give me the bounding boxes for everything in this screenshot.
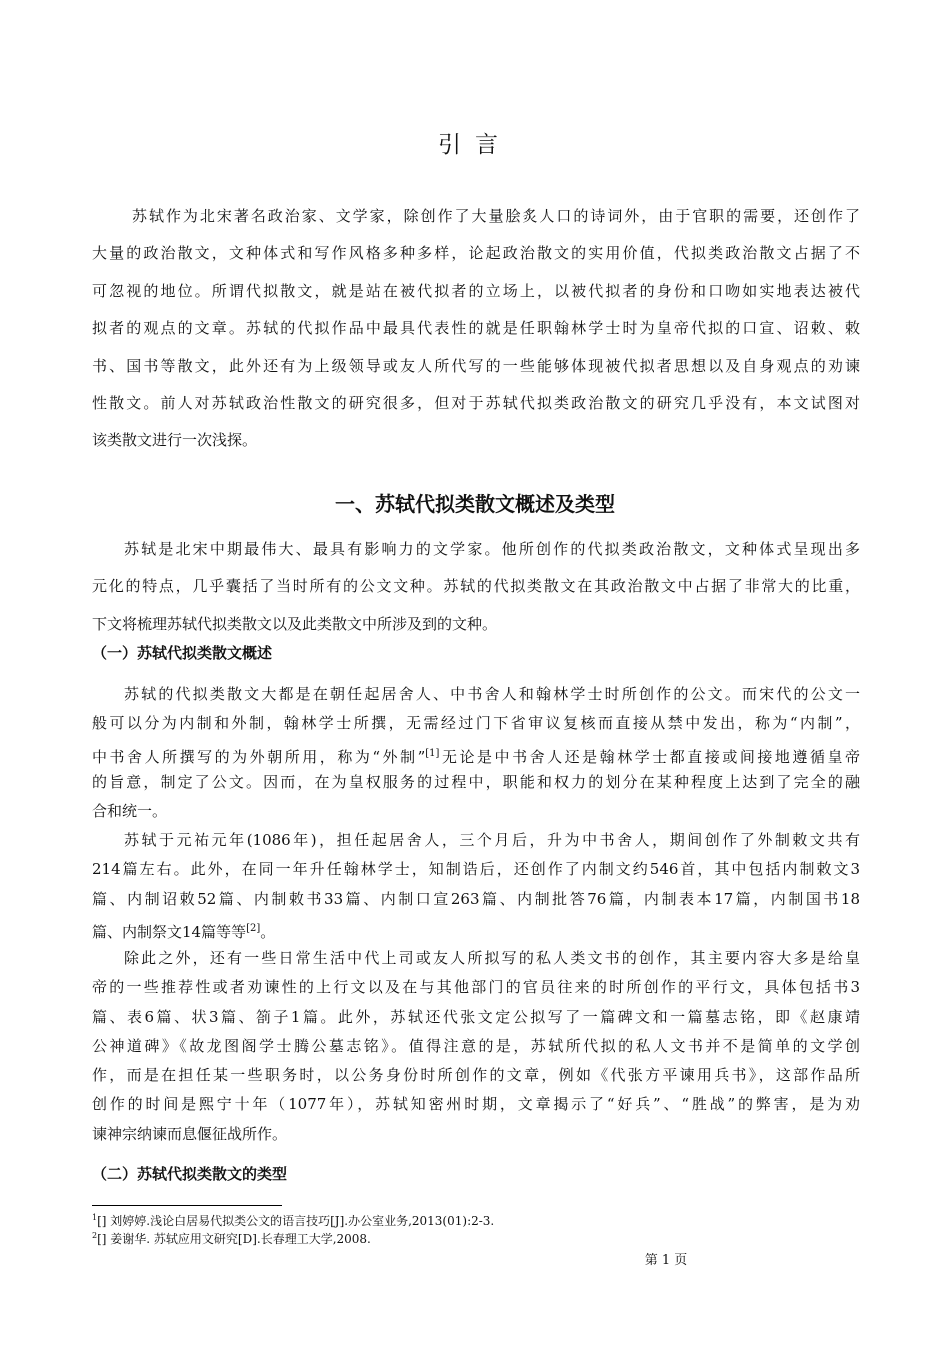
body-line bbox=[92, 739, 860, 768]
subsection-heading: （二）苏轼代拟类散文的类型 bbox=[92, 1165, 288, 1183]
body-text: 篇、内制祭文14篇等等 bbox=[92, 922, 247, 941]
body-text: 。 bbox=[260, 922, 276, 941]
footnote-separator bbox=[92, 1205, 282, 1206]
intro-line: 拟者的观点的文章。苏轼的代拟作品中最具代表性的就是任职翰林学士时为皇帝代拟的口宣、诏敕、敕 bbox=[92, 319, 860, 338]
body-line: 创作的时间是熙宁十年（1077年），苏轼知密州时期，文章揭示了“好兵”、“胜战”的弊害，是为劝 bbox=[92, 1095, 860, 1114]
section-intro-line: 下文将梳理苏轼代拟类散文以及此类散文中所涉及到的文种。 bbox=[92, 614, 498, 633]
body-paragraph bbox=[92, 680, 860, 826]
body-line: 帝的一些推荐性或者劝谏性的上行文以及在与其他部门的官员往来的时所创作的平行文，具体包括书3 bbox=[92, 978, 860, 997]
intro-paragraph bbox=[92, 198, 860, 460]
intro-title: 引言 bbox=[438, 132, 512, 158]
body-line: 公神道碑》《故龙图阁学士腾公墓志铭》。值得注意的是，苏轼所代拟的私人文书并不是简单的文学创 bbox=[92, 1036, 860, 1055]
section-intro-line: 苏轼是北宋中期最伟大、最具有影响力的文学家。他所创作的代拟类政治散文，文种体式呈现出多 bbox=[124, 540, 860, 558]
body-line bbox=[92, 914, 860, 943]
section-intro-line: 元化的特点，几乎囊括了当时所有的公文文种。苏轼的代拟类散文在其政治散文中占据了非常大的比重， bbox=[92, 577, 860, 596]
body-line: 篇、表6篇、状3篇、箚子1篇。此外，苏轼还代张文定公拟写了一篇碑文和一篇墓志铭，即《赵康靖 bbox=[92, 1007, 860, 1026]
footnote bbox=[92, 1212, 494, 1229]
intro-line: 该类散文进行一次浅探。 bbox=[92, 431, 258, 450]
page-number: 第 1 页 bbox=[644, 1253, 688, 1268]
intro-line: 书、国书等散文，此外还有为上级领导或友人所代写的一些能够体现被代拟者思想以及自身观点的劝谏 bbox=[92, 356, 860, 375]
section-intro-paragraph bbox=[92, 531, 860, 643]
body-line: 篇、内制诏敕52篇、内制敕书33篇、内制口宣263篇、内制批答76篇，内制表本17篇，内制国书18 bbox=[92, 889, 860, 908]
body-line: 作，而是在担任某一些职务时，以公务身份时所创作的文章，例如《代张方平谏用兵书》，这部作品所 bbox=[92, 1066, 860, 1085]
body-text: 无论是中书舍人还是翰林学士都直接或间接地遵循皇帝 bbox=[439, 747, 860, 766]
intro-line: 性散文。前人对苏轼政治性散文的研究很多，但对于苏轼代拟类政治散文的研究几乎没有，本文试图对 bbox=[92, 393, 860, 412]
body-line: 般可以分为内制和外制，翰林学士所撰，无需经过门下省审议复核而直接从禁中发出，称为“内制”， bbox=[92, 714, 860, 733]
body-paragraph bbox=[92, 944, 860, 1149]
intro-line: 苏轼作为北宋著名政治家、文学家，除创作了大量脍炙人口的诗词外，由于官职的需要，还创作了 bbox=[132, 207, 860, 225]
footnote bbox=[92, 1230, 371, 1247]
body-text: 中书舍人所撰写的为外朝所用，称为“外制” bbox=[92, 747, 426, 766]
body-line: 谏神宗纳谏而息偃征战所作。 bbox=[92, 1124, 288, 1143]
footnote-reference[interactable]: [1] bbox=[425, 747, 440, 759]
intro-line: 可忽视的地位。所谓代拟散文，就是站在被代拟者的立场上，以被代拟者的身份和口吻如实地表达被代 bbox=[92, 281, 860, 300]
body-line: 苏轼的代拟类散文大都是在朝任起居舍人、中书舍人和翰林学士时所创作的公文。而宋代的公文一 bbox=[124, 685, 860, 703]
body-line: 的旨意，制定了公文。因而，在为皇权服务的过程中，职能和权力的划分在某种程度上达到了完全的融 bbox=[92, 772, 860, 791]
body-line: 除此之外，还有一些日常生活中代上司或友人所拟写的私人类文书的创作，其主要内容大多是给皇 bbox=[124, 949, 860, 967]
footnote-text: [] 姜谢华. 苏轼应用文研究[D].长春理工大学,2008. bbox=[97, 1232, 371, 1246]
footnote-number: 1 bbox=[92, 1213, 98, 1222]
body-line: 合和统一。 bbox=[92, 802, 168, 821]
footnote-text: [] 刘婷婷.浅论白居易代拟类公文的语言技巧[J].办公室业务,2013(01):2-3. bbox=[97, 1214, 495, 1228]
section-heading: 一、苏轼代拟类散文概述及类型 bbox=[335, 492, 615, 516]
body-line: 214篇左右。此外，在同一年升任翰林学士，知制诰后，还创作了内制文约546首，其中包括内制敕文3 bbox=[92, 860, 860, 879]
intro-line: 大量的政治散文，文种体式和写作风格多种多样，论起政治散文的实用价值，代拟类政治散文占据了不 bbox=[92, 244, 860, 263]
body-paragraph bbox=[92, 826, 860, 943]
subsection-heading: （一）苏轼代拟类散文概述 bbox=[92, 644, 273, 662]
footnote-reference[interactable]: [2] bbox=[246, 922, 261, 934]
footnote-number: 2 bbox=[92, 1231, 98, 1240]
body-line: 苏轼于元祐元年(1086年)，担任起居舍人，三个月后，升为中书舍人，期间创作了外制敕文共有 bbox=[124, 831, 860, 849]
